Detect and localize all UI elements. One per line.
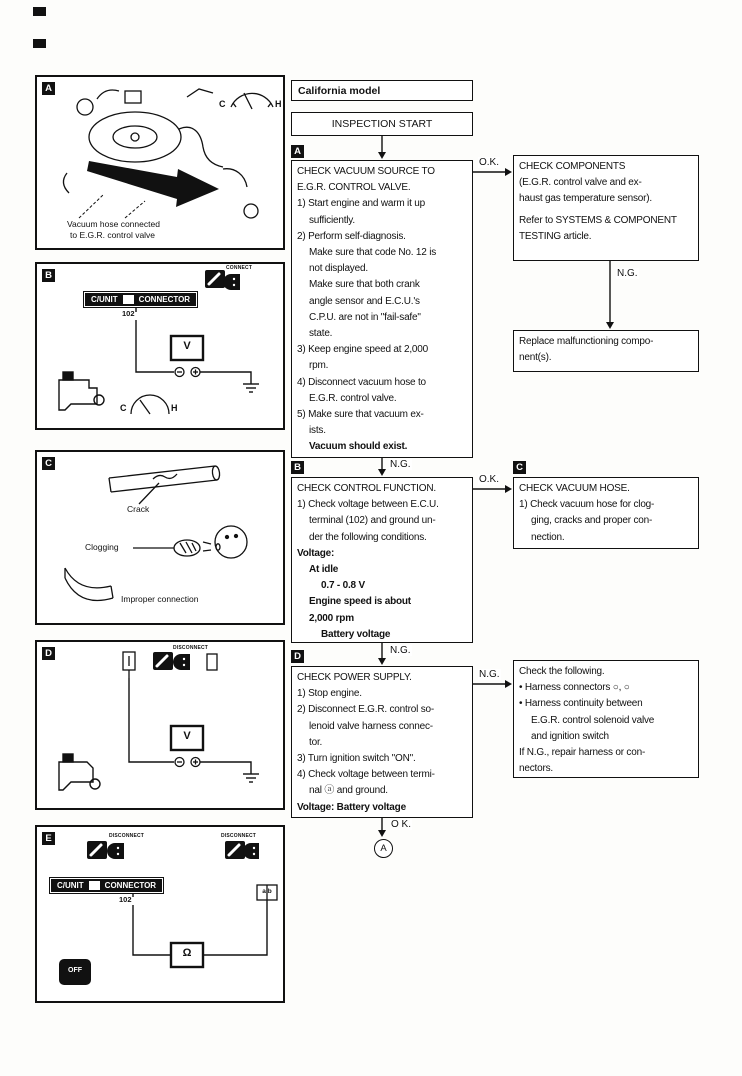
text-line: Voltage: Battery voltage — [297, 801, 406, 813]
flow-box-check-components — [513, 155, 699, 261]
flow-box-replace-component — [513, 330, 699, 372]
cunit-connector-bar — [83, 291, 198, 308]
text-line: CHECK COMPONENTS — [519, 161, 626, 172]
edge-label-ok-d: O K. — [391, 819, 412, 830]
text-line: nectors. — [519, 763, 553, 775]
connector-label: CONNECTOR — [138, 295, 191, 304]
text-line: CHECK VACUUM HOSE. — [519, 483, 630, 494]
text-line: If N.G., repair harness or con- — [519, 747, 646, 759]
caption-leader-lines — [79, 195, 145, 218]
figure-e — [35, 825, 285, 1003]
text-line: terminal (102) and ground un- — [309, 515, 436, 527]
text-line: and ignition switch — [531, 730, 609, 742]
flow-box-check-control-function — [291, 477, 473, 643]
terminal-102: 102 — [122, 309, 135, 318]
text-line: rpm. — [309, 360, 329, 372]
pin-labels: a b — [262, 888, 272, 895]
text-line: 4) Check voltage between termi- — [297, 769, 435, 781]
temp-gauge-icon — [231, 93, 273, 109]
crack-caption: Crack — [127, 504, 150, 514]
connector-label: CONNECTOR — [104, 881, 157, 890]
text-line: 1) Check voltage between E.C.U. — [297, 499, 439, 511]
tool-icon — [87, 841, 107, 859]
kinked-hose — [65, 568, 113, 601]
figure-d-label: D — [42, 647, 55, 660]
text-line: 2,000 rpm — [309, 612, 354, 624]
goto-a-connector — [374, 839, 393, 858]
text-line: E.G.R. control solenoid valve — [531, 714, 655, 726]
text-line: tor. — [309, 736, 323, 748]
text-line: 0.7 - 0.8 V — [321, 580, 365, 592]
text-line: Engine speed is about — [309, 596, 411, 608]
figure-c-label: C — [42, 457, 55, 470]
clogging-caption: Clogging — [85, 542, 119, 552]
text-line: Vacuum should exist. — [309, 441, 408, 453]
clogged-hose — [133, 540, 200, 556]
power-check-art — [37, 642, 283, 808]
text-line: 3) Keep engine speed at 2,000 — [297, 344, 428, 356]
text-line: CHECK POWER SUPPLY. — [297, 672, 412, 683]
figure-a — [35, 75, 285, 250]
text-line: CHECK VACUUM SOURCE TO — [297, 166, 435, 177]
text-line: angle sensor and E.C.U.'s — [309, 295, 420, 307]
disconnect-caption-right: DISCONNECT — [221, 833, 257, 839]
text-line: ists. — [309, 425, 326, 437]
ohmmeter-letter: Ω — [182, 947, 192, 959]
tool-icon — [153, 652, 173, 670]
pointer-arrow — [87, 161, 219, 207]
text-line: 2) Disconnect E.G.R. control so- — [297, 704, 434, 716]
text-line: (E.G.R. control valve and ex- — [519, 177, 642, 189]
figure-c — [35, 450, 285, 625]
text-line: 5) Make sure that vacuum ex- — [297, 409, 424, 421]
figure-b-label: B — [42, 269, 55, 282]
text-line: nection. — [531, 531, 565, 543]
flow-box-check-power-supply — [291, 666, 473, 818]
inspection-start-text: INSPECTION START — [331, 118, 433, 130]
connector-gap-icon — [123, 295, 134, 304]
connector-icon — [107, 843, 124, 859]
engine-icon — [59, 372, 104, 410]
figure-e-label: E — [42, 832, 55, 845]
text-line: lenoid valve harness connec- — [309, 720, 433, 732]
gauge-cold-letter: C — [219, 99, 226, 109]
tool-icon — [205, 270, 225, 288]
text-line: nal ⓐ and ground. — [309, 785, 388, 797]
ground-icon — [243, 774, 259, 782]
figure-a-label: A — [42, 82, 55, 95]
goto-a-letter: A — [380, 843, 387, 854]
ground-icon — [243, 384, 259, 392]
text-line: state. — [309, 328, 333, 340]
ignition-off-label: OFF — [68, 967, 82, 974]
text-line: Check the following. — [519, 666, 605, 677]
gauge-hot-letter: H — [171, 403, 178, 413]
continuity-check-art — [37, 827, 283, 1001]
text-line: not displayed. — [309, 263, 368, 275]
text-line: Battery voltage — [321, 628, 391, 640]
flow-box-check-vacuum-source — [291, 160, 473, 458]
edge-label-ok-b: O.K. — [479, 474, 500, 485]
california-model-text: California model — [298, 84, 381, 97]
flow-label-b: B — [291, 461, 304, 474]
connector-icon — [223, 274, 240, 290]
registration-mark-2 — [33, 39, 46, 48]
edge-label-ng-d: N.G. — [479, 669, 500, 680]
edge-label-ok-top: O.K. — [479, 157, 500, 168]
tool-icon-2 — [225, 841, 245, 859]
text-line: Make sure that both crank — [309, 279, 420, 291]
voltmeter-circuit-art — [37, 264, 283, 428]
figure-a-caption-line2: to E.G.R. control valve — [70, 230, 156, 240]
terminal-102: 102 — [119, 895, 132, 904]
text-line: sufficiently. — [309, 214, 355, 226]
disconnect-caption-left: DISCONNECT — [109, 833, 145, 839]
cracked-hose — [109, 466, 220, 504]
edge-label-ng-a: N.G. — [390, 459, 411, 470]
registration-mark-1 — [33, 7, 46, 16]
disconnect-caption: DISCONNECT — [173, 645, 209, 651]
text-line: 3) Turn ignition switch "ON". — [297, 753, 416, 765]
text-line: C.P.U. are not in "fail-safe" — [309, 311, 421, 323]
flow-box-check-vacuum-hose — [513, 477, 699, 549]
blowing-face-icon — [203, 526, 247, 558]
text-line: Refer to SYSTEMS & COMPONENT — [519, 214, 677, 226]
cunit-label: C/UNIT — [57, 881, 84, 890]
text-line: Voltage: — [297, 547, 335, 559]
edge-label-ng-components: N.G. — [617, 268, 638, 279]
california-model-banner — [291, 80, 473, 101]
inspection-start-box — [291, 112, 473, 136]
connector-gap-icon — [89, 881, 100, 890]
cunit-label: C/UNIT — [91, 295, 118, 304]
text-line: der the following conditions. — [309, 531, 427, 543]
connector-icon — [173, 654, 190, 670]
text-line: ging, cracks and proper con- — [531, 515, 653, 527]
gauge-cold-letter: C — [120, 403, 127, 413]
text-line: CHECK CONTROL FUNCTION. — [297, 483, 436, 494]
text-line: 1) Check vacuum hose for clog- — [519, 499, 655, 511]
flow-label-c: C — [513, 461, 526, 474]
edge-label-ng-b: N.G. — [390, 645, 411, 656]
gauge-hot-letter: H — [275, 99, 282, 109]
text-line: 1) Stop engine. — [297, 688, 362, 700]
engine-icon — [59, 754, 100, 790]
text-line: 4) Disconnect vacuum hose to — [297, 376, 426, 388]
text-line: 1) Start engine and warm it up — [297, 198, 425, 210]
cunit-connector-bar — [49, 877, 164, 894]
flow-label-d: D — [291, 650, 304, 663]
text-line: TESTING article. — [519, 230, 592, 242]
voltmeter-letter: V — [183, 730, 191, 742]
text-line: nent(s). — [519, 352, 552, 364]
figure-b — [35, 262, 285, 430]
text-line: At idle — [309, 564, 339, 576]
flow-label-a: A — [291, 145, 304, 158]
connector-icon-2 — [243, 843, 259, 859]
text-line: Make sure that code No. 12 is — [309, 247, 437, 259]
flow-box-check-following — [513, 660, 699, 778]
text-line: Replace malfunctioning compo- — [519, 336, 654, 347]
voltmeter-letter: V — [183, 340, 191, 352]
text-line: E.G.R. CONTROL VALVE. — [297, 182, 411, 194]
connect-caption: CONNECT — [226, 265, 253, 271]
text-line: E.G.R. control valve. — [309, 392, 397, 404]
figure-a-caption-line1: Vacuum hose connected — [67, 219, 160, 229]
improper-connection-caption: Improper connection — [121, 594, 199, 604]
temp-gauge-icon — [131, 395, 169, 414]
text-line: 2) Perform self-diagnosis. — [297, 230, 406, 242]
text-line: • Harness continuity between — [519, 698, 643, 710]
text-line: • Harness connectors ○, ○ — [519, 682, 630, 694]
figure-d — [35, 640, 285, 810]
text-line: haust gas temperature sensor). — [519, 193, 652, 205]
